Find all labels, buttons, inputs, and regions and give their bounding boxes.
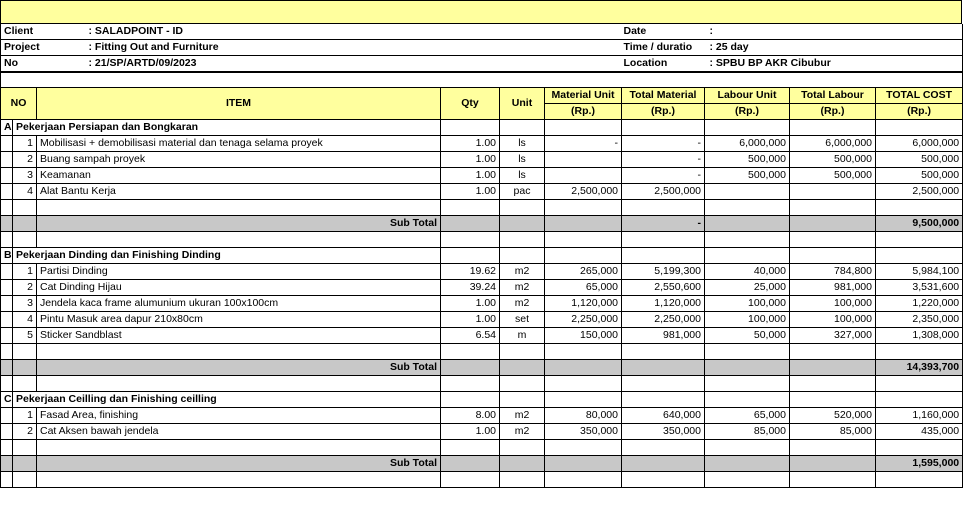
cell[interactable] xyxy=(1,264,13,280)
row-tot-mat[interactable]: 2,500,000 xyxy=(622,184,705,200)
row-mat-unit[interactable]: 350,000 xyxy=(545,424,622,440)
cell[interactable] xyxy=(500,248,545,264)
row-lab-unit[interactable]: 25,000 xyxy=(705,280,790,296)
cell[interactable] xyxy=(705,392,790,408)
cell[interactable] xyxy=(622,472,705,488)
cell[interactable] xyxy=(1,344,13,360)
subtotal-total[interactable]: 1,595,000 xyxy=(876,456,963,472)
row-no[interactable]: 1 xyxy=(13,264,37,280)
col-total-cost[interactable]: TOTAL COST xyxy=(876,88,963,104)
location-label: Location xyxy=(623,57,668,69)
cell[interactable] xyxy=(876,200,963,216)
time-label: Time / duratio xyxy=(623,41,693,53)
row-no[interactable]: 4 xyxy=(13,184,37,200)
row-qty[interactable]: 39.24 xyxy=(441,280,500,296)
cell[interactable] xyxy=(876,248,963,264)
cell[interactable] xyxy=(876,232,963,248)
row-tot-lab[interactable] xyxy=(790,184,876,200)
cell[interactable] xyxy=(13,344,37,360)
date-label: Date xyxy=(623,25,647,37)
row-no[interactable]: 2 xyxy=(13,424,37,440)
client-label: Client xyxy=(4,25,34,37)
cell[interactable] xyxy=(705,216,790,232)
row-mat-unit[interactable]: 150,000 xyxy=(545,328,622,344)
cell[interactable] xyxy=(790,216,876,232)
cell[interactable] xyxy=(500,344,545,360)
row-no[interactable]: 1 xyxy=(13,136,37,152)
row-unit[interactable]: ls xyxy=(500,168,545,184)
cell[interactable] xyxy=(441,392,500,408)
spacer-row[interactable] xyxy=(1,73,963,88)
cell[interactable] xyxy=(545,344,622,360)
row-no[interactable]: 3 xyxy=(13,168,37,184)
empty-row xyxy=(1,440,963,456)
table-row xyxy=(1,312,963,328)
cell[interactable] xyxy=(545,232,622,248)
no-label: No xyxy=(4,57,18,69)
col-qty[interactable]: Qty xyxy=(441,88,500,120)
table-row xyxy=(1,136,963,152)
row-total[interactable]: 1,160,000 xyxy=(876,408,963,424)
col-labour-unit[interactable]: Labour Unit xyxy=(705,88,790,104)
section-title[interactable]: Pekerjaan Dinding dan Finishing Dinding xyxy=(13,248,441,264)
row-mat-unit[interactable]: 2,250,000 xyxy=(545,312,622,328)
row-unit[interactable]: m2 xyxy=(500,264,545,280)
subtotal-material[interactable]: - xyxy=(622,216,705,232)
cell[interactable] xyxy=(1,152,13,168)
subtotal-total[interactable]: 14,393,700 xyxy=(876,360,963,376)
cell[interactable] xyxy=(441,232,500,248)
row-total[interactable]: 2,350,000 xyxy=(876,312,963,328)
row-tot-lab[interactable]: 981,000 xyxy=(790,280,876,296)
row-unit[interactable]: m xyxy=(500,328,545,344)
row-lab-unit[interactable]: 6,000,000 xyxy=(705,136,790,152)
empty-row xyxy=(1,232,963,248)
cell[interactable] xyxy=(441,360,500,376)
cell[interactable] xyxy=(705,472,790,488)
row-unit[interactable]: m2 xyxy=(500,408,545,424)
client-value-text: : SALADPOINT - ID xyxy=(88,25,183,37)
row-item[interactable]: Cat Dinding Hijau xyxy=(37,280,441,296)
cell[interactable] xyxy=(622,120,705,136)
row-mat-unit[interactable]: - xyxy=(545,136,622,152)
cell[interactable] xyxy=(876,440,963,456)
cell[interactable] xyxy=(790,120,876,136)
cell[interactable] xyxy=(545,248,622,264)
project-value[interactable]: : Fitting Out and Furniture xyxy=(88,41,219,53)
row-lab-unit[interactable]: 50,000 xyxy=(705,328,790,344)
row-total[interactable]: 6,000,000 xyxy=(876,136,963,152)
cell[interactable] xyxy=(622,248,705,264)
cell[interactable] xyxy=(500,376,545,392)
cell[interactable] xyxy=(705,232,790,248)
row-qty[interactable]: 1.00 xyxy=(441,312,500,328)
row-item[interactable]: Keamanan xyxy=(37,168,441,184)
cell[interactable] xyxy=(790,472,876,488)
row-item[interactable]: Sticker Sandblast xyxy=(37,328,441,344)
row-qty[interactable]: 1.00 xyxy=(441,136,500,152)
table-row xyxy=(1,408,963,424)
row-tot-lab[interactable]: 500,000 xyxy=(790,152,876,168)
location-value[interactable]: : SPBU BP AKR Cibubur xyxy=(709,57,831,69)
cell[interactable] xyxy=(37,232,441,248)
row-lab-unit[interactable]: 65,000 xyxy=(705,408,790,424)
cell[interactable] xyxy=(705,248,790,264)
cell[interactable] xyxy=(545,360,622,376)
row-tot-lab[interactable]: 100,000 xyxy=(790,312,876,328)
client-value[interactable] xyxy=(86,24,621,40)
cell[interactable] xyxy=(705,376,790,392)
cell[interactable] xyxy=(1,280,13,296)
row-total[interactable]: 3,531,600 xyxy=(876,280,963,296)
row-tot-lab[interactable]: 784,800 xyxy=(790,264,876,280)
col-total-material-rp[interactable]: (Rp.) xyxy=(622,104,705,120)
cell[interactable] xyxy=(37,344,441,360)
cell[interactable] xyxy=(441,120,500,136)
cell[interactable] xyxy=(622,392,705,408)
cell[interactable] xyxy=(790,456,876,472)
cell[interactable] xyxy=(790,200,876,216)
section-code[interactable]: A xyxy=(1,120,13,136)
cell[interactable] xyxy=(1,232,13,248)
table-row xyxy=(1,168,963,184)
cell[interactable] xyxy=(1,456,13,472)
col-total-labour-rp[interactable]: (Rp.) xyxy=(790,104,876,120)
cell[interactable] xyxy=(1,376,13,392)
cell[interactable] xyxy=(790,392,876,408)
row-total[interactable]: 500,000 xyxy=(876,152,963,168)
col-no[interactable]: NO xyxy=(1,88,37,120)
section-title[interactable]: Pekerjaan Persiapan dan Bongkaran xyxy=(13,120,441,136)
cell[interactable] xyxy=(705,440,790,456)
row-total[interactable]: 500,000 xyxy=(876,168,963,184)
col-total-cost-rp[interactable]: (Rp.) xyxy=(876,104,963,120)
row-qty[interactable]: 1.00 xyxy=(441,424,500,440)
row-lab-unit[interactable]: 500,000 xyxy=(705,168,790,184)
row-mat-unit[interactable]: 65,000 xyxy=(545,280,622,296)
col-labour-unit-rp[interactable]: (Rp.) xyxy=(705,104,790,120)
cell[interactable] xyxy=(705,120,790,136)
cell[interactable] xyxy=(876,344,963,360)
empty-row xyxy=(1,344,963,360)
row-total[interactable]: 2,500,000 xyxy=(876,184,963,200)
row-lab-unit[interactable]: 40,000 xyxy=(705,264,790,280)
subtotal-label[interactable]: Sub Total xyxy=(37,216,441,232)
section-code[interactable]: C xyxy=(1,392,13,408)
row-tot-lab[interactable]: 85,000 xyxy=(790,424,876,440)
cell[interactable] xyxy=(13,200,37,216)
cell[interactable] xyxy=(37,200,441,216)
cell[interactable] xyxy=(876,120,963,136)
col-total-labour[interactable]: Total Labour xyxy=(790,88,876,104)
cell[interactable] xyxy=(1,216,13,232)
row-total[interactable]: 435,000 xyxy=(876,424,963,440)
col-item[interactable]: ITEM xyxy=(37,88,441,120)
row-lab-unit[interactable]: 100,000 xyxy=(705,312,790,328)
table-row xyxy=(1,280,963,296)
subtotal-label[interactable]: Sub Total xyxy=(37,360,441,376)
cell[interactable] xyxy=(1,184,13,200)
row-tot-mat[interactable]: 1,120,000 xyxy=(622,296,705,312)
subtotal-row xyxy=(1,456,963,472)
row-unit[interactable]: ls xyxy=(500,152,545,168)
subtotal-label[interactable]: Sub Total xyxy=(37,456,441,472)
subtotal-row xyxy=(1,360,963,376)
cell[interactable] xyxy=(500,392,545,408)
row-item[interactable]: Partisi Dinding xyxy=(37,264,441,280)
row-mat-unit[interactable] xyxy=(545,152,622,168)
cell[interactable] xyxy=(500,120,545,136)
cell[interactable] xyxy=(37,440,441,456)
row-no[interactable]: 2 xyxy=(13,152,37,168)
row-qty[interactable]: 19.62 xyxy=(441,264,500,280)
row-item[interactable]: Cat Aksen bawah jendela xyxy=(37,424,441,440)
cell[interactable] xyxy=(705,456,790,472)
cell[interactable] xyxy=(37,472,441,488)
row-lab-unit[interactable] xyxy=(705,184,790,200)
info-block xyxy=(0,24,963,72)
row-lab-unit[interactable]: 100,000 xyxy=(705,296,790,312)
cell[interactable] xyxy=(622,200,705,216)
row-unit[interactable]: set xyxy=(500,312,545,328)
row-tot-mat[interactable]: - xyxy=(622,136,705,152)
cell[interactable] xyxy=(622,440,705,456)
cell[interactable] xyxy=(545,216,622,232)
row-mat-unit[interactable]: 2,500,000 xyxy=(545,184,622,200)
cell[interactable] xyxy=(790,232,876,248)
section-header xyxy=(1,120,963,136)
row-tot-lab[interactable]: 327,000 xyxy=(790,328,876,344)
cell[interactable] xyxy=(13,232,37,248)
cell[interactable] xyxy=(545,456,622,472)
row-mat-unit[interactable] xyxy=(545,168,622,184)
table-row xyxy=(1,328,963,344)
section-code[interactable]: B xyxy=(1,248,13,264)
cell[interactable] xyxy=(545,200,622,216)
cell[interactable] xyxy=(545,392,622,408)
cell[interactable] xyxy=(13,216,37,232)
empty-row xyxy=(1,376,963,392)
cell[interactable] xyxy=(1,168,13,184)
title-bar xyxy=(0,0,962,24)
cell[interactable] xyxy=(500,216,545,232)
row-tot-lab[interactable]: 500,000 xyxy=(790,168,876,184)
empty-row xyxy=(1,200,963,216)
row-item[interactable]: Pintu Masuk area dapur 210x80cm xyxy=(37,312,441,328)
row-tot-mat[interactable]: 2,250,000 xyxy=(622,312,705,328)
cell[interactable] xyxy=(876,392,963,408)
row-tot-lab[interactable]: 6,000,000 xyxy=(790,136,876,152)
cell[interactable] xyxy=(1,472,13,488)
row-no[interactable]: 1 xyxy=(13,408,37,424)
row-qty[interactable]: 1.00 xyxy=(441,152,500,168)
section-header xyxy=(1,248,963,264)
table-row xyxy=(1,184,963,200)
cell[interactable] xyxy=(500,200,545,216)
row-total[interactable]: 1,220,000 xyxy=(876,296,963,312)
section-header xyxy=(1,392,963,408)
cell[interactable] xyxy=(790,360,876,376)
time-value[interactable]: : 25 day xyxy=(709,41,749,53)
subtotal-total[interactable]: 9,500,000 xyxy=(876,216,963,232)
cell[interactable] xyxy=(441,200,500,216)
row-qty[interactable]: 8.00 xyxy=(441,408,500,424)
row-tot-mat[interactable]: 5,199,300 xyxy=(622,264,705,280)
subtotal-material[interactable] xyxy=(622,360,705,376)
cell[interactable] xyxy=(1,296,13,312)
subtotal-row xyxy=(1,216,963,232)
row-item[interactable]: Buang sampah proyek xyxy=(37,152,441,168)
cell[interactable] xyxy=(500,232,545,248)
cell[interactable] xyxy=(500,472,545,488)
row-unit[interactable]: pac xyxy=(500,184,545,200)
cell[interactable] xyxy=(876,472,963,488)
row-mat-unit[interactable]: 1,120,000 xyxy=(545,296,622,312)
no-value[interactable]: : 21/SP/ARTD/09/2023 xyxy=(88,57,197,69)
table-row xyxy=(1,264,963,280)
row-tot-lab[interactable]: 100,000 xyxy=(790,296,876,312)
col-unit[interactable]: Unit xyxy=(500,88,545,120)
cell[interactable] xyxy=(790,440,876,456)
row-qty[interactable]: 1.00 xyxy=(441,296,500,312)
cell[interactable] xyxy=(13,456,37,472)
cell[interactable] xyxy=(705,360,790,376)
row-qty[interactable]: 6.54 xyxy=(441,328,500,344)
cell[interactable] xyxy=(545,376,622,392)
row-lab-unit[interactable]: 85,000 xyxy=(705,424,790,440)
cell[interactable] xyxy=(1,200,13,216)
cell[interactable] xyxy=(1,136,13,152)
cell[interactable] xyxy=(13,360,37,376)
row-qty[interactable]: 1.00 xyxy=(441,168,500,184)
row-item[interactable]: Alat Bantu Kerja xyxy=(37,184,441,200)
row-qty[interactable]: 1.00 xyxy=(441,184,500,200)
row-item[interactable]: Fasad Area, finishing xyxy=(37,408,441,424)
cell[interactable] xyxy=(441,344,500,360)
cell[interactable] xyxy=(1,312,13,328)
col-total-material[interactable]: Total Material xyxy=(622,88,705,104)
row-tot-mat[interactable]: 981,000 xyxy=(622,328,705,344)
section-title[interactable]: Pekerjaan Ceilling dan Finishing ceilling xyxy=(13,392,441,408)
cell[interactable] xyxy=(37,376,441,392)
subtotal-material[interactable] xyxy=(622,456,705,472)
cell[interactable] xyxy=(790,248,876,264)
cell[interactable] xyxy=(622,344,705,360)
row-unit[interactable]: m2 xyxy=(500,280,545,296)
row-mat-unit[interactable]: 265,000 xyxy=(545,264,622,280)
cell[interactable] xyxy=(1,328,13,344)
cell[interactable] xyxy=(545,472,622,488)
cell[interactable] xyxy=(705,344,790,360)
cell[interactable] xyxy=(13,376,37,392)
cell[interactable] xyxy=(1,360,13,376)
row-item[interactable]: Jendela kaca frame alumunium ukuran 100x100cm xyxy=(37,296,441,312)
cell[interactable] xyxy=(1,440,13,456)
cell[interactable] xyxy=(545,120,622,136)
row-tot-lab[interactable]: 520,000 xyxy=(790,408,876,424)
cell[interactable] xyxy=(500,440,545,456)
row-mat-unit[interactable]: 80,000 xyxy=(545,408,622,424)
row-tot-mat[interactable]: - xyxy=(622,168,705,184)
row-no[interactable]: 2 xyxy=(13,280,37,296)
row-tot-mat[interactable]: 2,550,600 xyxy=(622,280,705,296)
row-lab-unit[interactable]: 500,000 xyxy=(705,152,790,168)
row-total[interactable]: 5,984,100 xyxy=(876,264,963,280)
cell[interactable] xyxy=(441,472,500,488)
row-total[interactable]: 1,308,000 xyxy=(876,328,963,344)
cell[interactable] xyxy=(1,408,13,424)
cell[interactable] xyxy=(705,200,790,216)
cell[interactable] xyxy=(441,248,500,264)
table-row xyxy=(1,296,963,312)
row-unit[interactable]: ls xyxy=(500,136,545,152)
row-no[interactable]: 4 xyxy=(13,312,37,328)
cell[interactable] xyxy=(622,232,705,248)
table-row xyxy=(1,152,963,168)
row-unit[interactable]: m2 xyxy=(500,424,545,440)
title-cell[interactable] xyxy=(1,1,962,24)
row-no[interactable]: 3 xyxy=(13,296,37,312)
cost-table xyxy=(0,72,963,488)
cell[interactable] xyxy=(13,440,37,456)
cell[interactable] xyxy=(1,424,13,440)
cell[interactable] xyxy=(500,456,545,472)
row-tot-mat[interactable]: - xyxy=(622,152,705,168)
table-row xyxy=(1,424,963,440)
row-tot-mat[interactable]: 640,000 xyxy=(622,408,705,424)
col-material-unit-rp[interactable]: (Rp.) xyxy=(545,104,622,120)
cell[interactable] xyxy=(441,216,500,232)
project-label: Project xyxy=(4,41,40,53)
row-item[interactable]: Mobilisasi + demobilisasi material dan tenaga selama proyek xyxy=(37,136,441,152)
cell[interactable] xyxy=(500,360,545,376)
cell[interactable] xyxy=(876,376,963,392)
cell[interactable] xyxy=(441,456,500,472)
cell[interactable] xyxy=(441,376,500,392)
row-tot-mat[interactable]: 350,000 xyxy=(622,424,705,440)
empty-row xyxy=(1,472,963,488)
row-no[interactable]: 5 xyxy=(13,328,37,344)
row-unit[interactable]: m2 xyxy=(500,296,545,312)
cell[interactable] xyxy=(13,472,37,488)
cell[interactable] xyxy=(622,376,705,392)
date-value[interactable]: : xyxy=(709,25,713,37)
cell[interactable] xyxy=(790,344,876,360)
cell[interactable] xyxy=(790,376,876,392)
cell[interactable] xyxy=(545,440,622,456)
cell[interactable] xyxy=(441,440,500,456)
col-material-unit[interactable]: Material Unit xyxy=(545,88,622,104)
